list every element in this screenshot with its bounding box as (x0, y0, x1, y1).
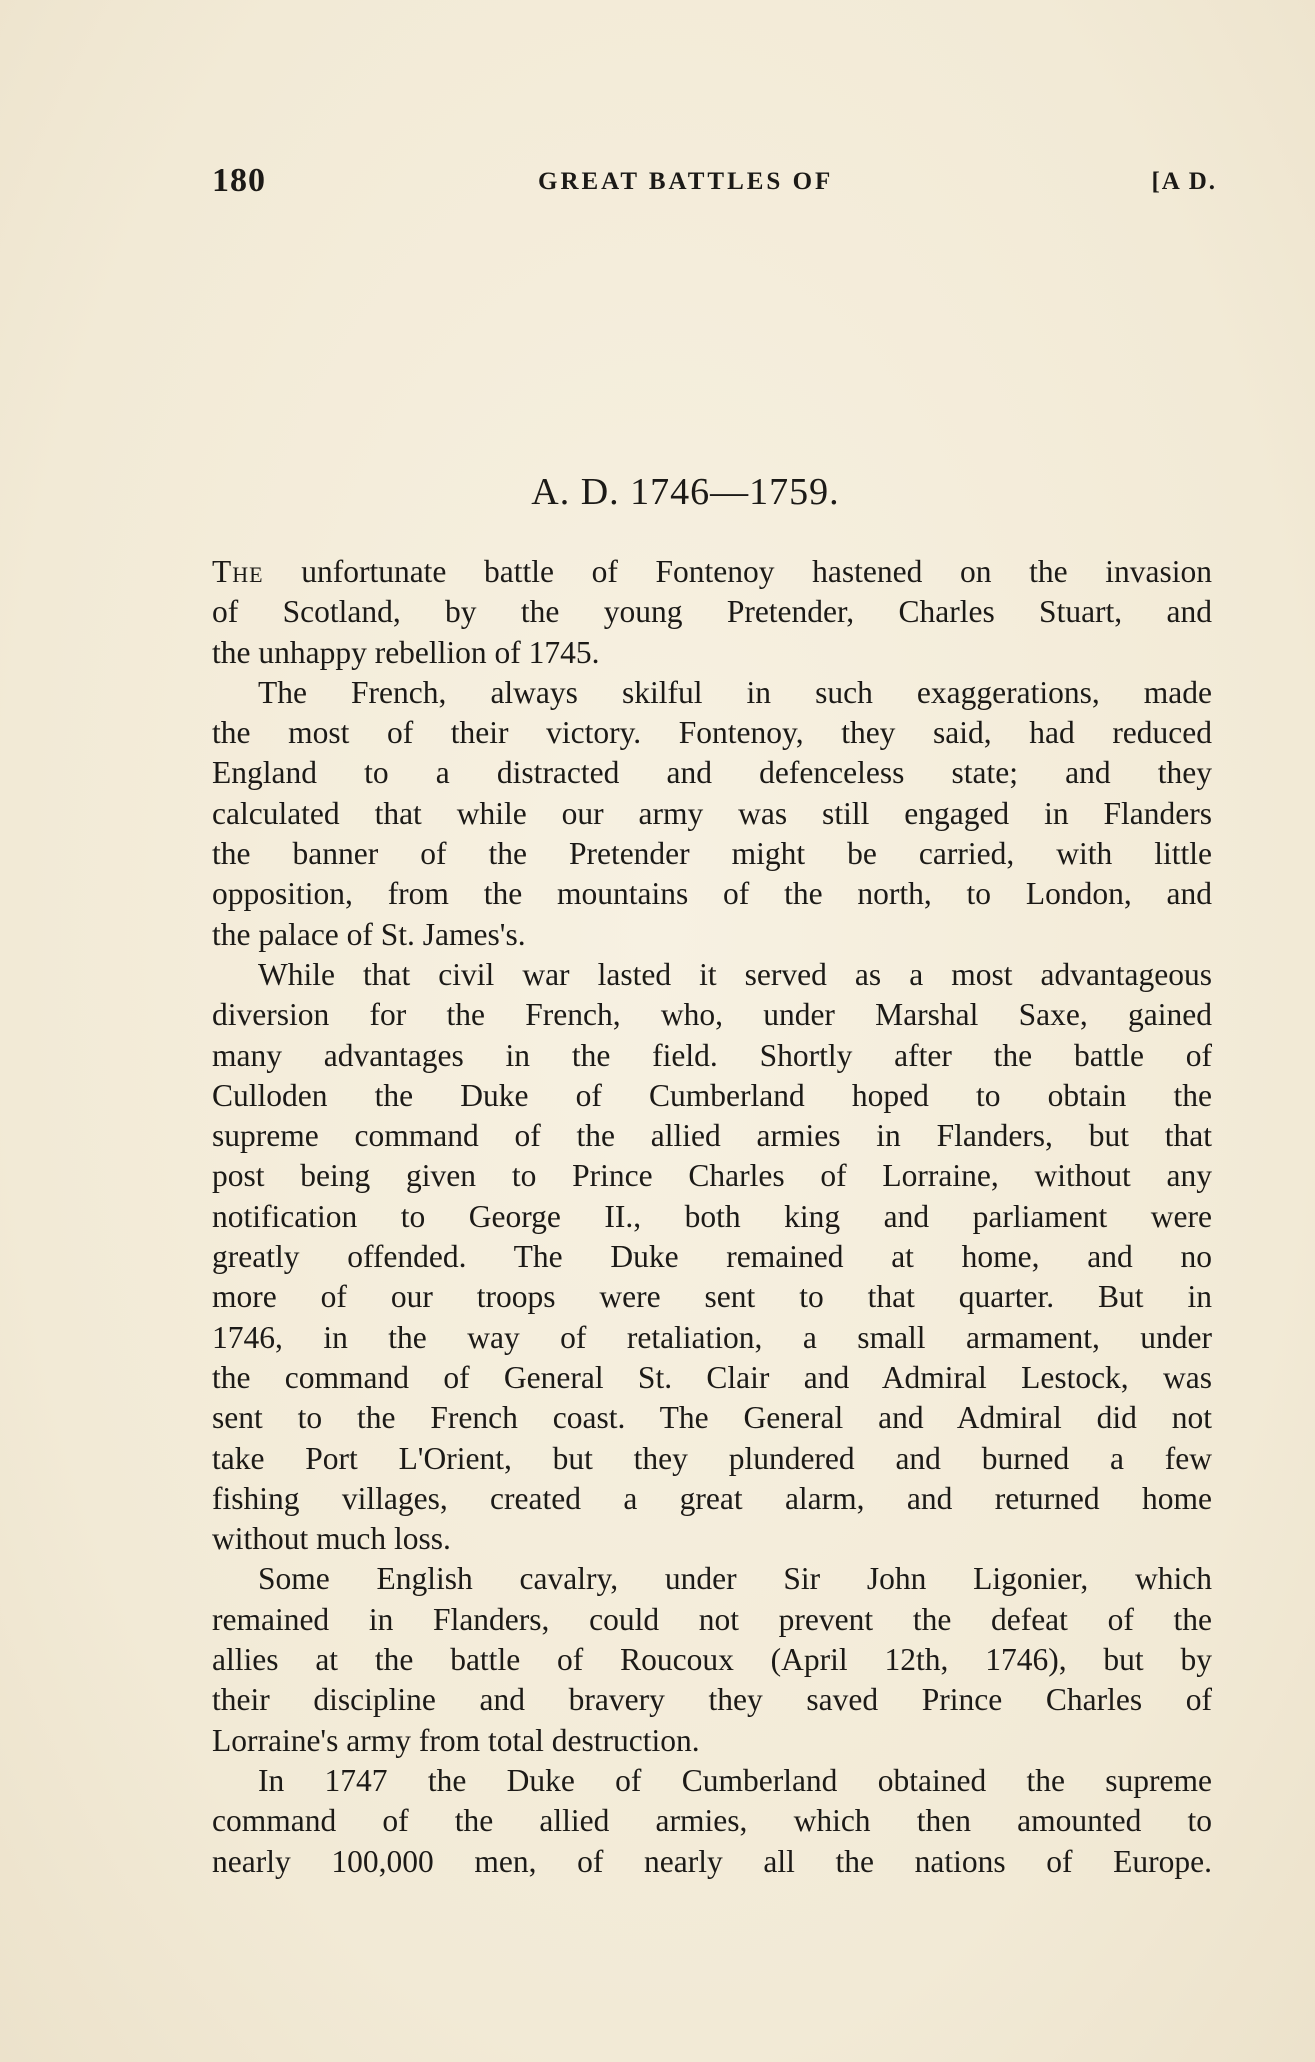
opening-word: The (212, 554, 264, 589)
text-line: allies at the battle of Roucoux (April 12th, 1746), but by (212, 1642, 1212, 1678)
text-line: remained in Flanders, could not prevent the defeat of the (212, 1601, 1212, 1637)
text-line: the palace of St. James's. (212, 916, 526, 952)
text-line: without much loss. (212, 1521, 451, 1557)
text-line: their discipline and bravery they saved Prince Charles of (212, 1682, 1212, 1718)
text-line: take Port L'Orient, but they plundered and burned a few (212, 1440, 1212, 1476)
text-line: the most of their victory. Fontenoy, they said, had reduced (212, 715, 1212, 751)
text-line: command of the allied armies, which then amounted to (212, 1803, 1212, 1839)
text-line (212, 552, 1212, 592)
text-line: The French, always skilful in such exaggerations, made (258, 674, 1212, 710)
text-line: sent to the French coast. The General and Admiral did not (212, 1400, 1212, 1436)
text-line: 1746, in the way of retaliation, a small armament, under (212, 1319, 1212, 1355)
text-line: calculated that while our army was still engaged in Flanders (212, 795, 1212, 831)
text-line: the command of General St. Clair and Admiral Lestock, was (212, 1359, 1212, 1395)
text-line: greatly offended. The Duke remained at home, and no (212, 1239, 1212, 1275)
text-line: nearly 100,000 men, of nearly all the nations of Europe. (212, 1843, 1212, 1879)
text-line: England to a distracted and defenceless state; and they (212, 755, 1212, 791)
text-line: post being given to Prince Charles of Lorraine, without any (212, 1158, 1212, 1194)
text-line: While that civil war lasted it served as a most advantageous (258, 956, 1212, 992)
body-text (212, 552, 1212, 1882)
text-line: the banner of the Pretender might be carried, with little (212, 836, 1212, 872)
text-line: Some English cavalry, under Sir John Ligonier, which (258, 1561, 1212, 1597)
text-line: the unhappy rebellion of 1745. (212, 634, 600, 670)
running-title: GREAT BATTLES OF (538, 168, 834, 195)
text-line: many advantages in the field. Shortly after the battle of (212, 1037, 1212, 1073)
text-line: notification to George II., both king and parliament were (212, 1198, 1212, 1234)
text-line: diversion for the French, who, under Marshal Saxe, gained (212, 997, 1212, 1033)
page-number: 180 (212, 162, 266, 199)
section-heading: A. D. 1746—1759. (531, 471, 840, 513)
text-line: supreme command of the allied armies in Flanders, but that (212, 1118, 1212, 1154)
text-line: Culloden the Duke of Cumberland hoped to obtain the (212, 1077, 1212, 1113)
text-line: fishing villages, created a great alarm, and returned home (212, 1480, 1212, 1516)
line-text: unfortunate battle of Fontenoy hastened on the invasion (263, 554, 1212, 589)
running-header (212, 162, 1217, 206)
text-line: In 1747 the Duke of Cumberland obtained the supreme (258, 1762, 1212, 1798)
text-line: Lorraine's army from total destruction. (212, 1722, 700, 1758)
text-line: of Scotland, by the young Pretender, Charles Stuart, and (212, 594, 1212, 630)
text-line: more of our troops were sent to that quarter. But in (212, 1279, 1212, 1315)
text-line: opposition, from the mountains of the north, to London, and (212, 876, 1212, 912)
running-era: [A D. (1151, 168, 1217, 195)
